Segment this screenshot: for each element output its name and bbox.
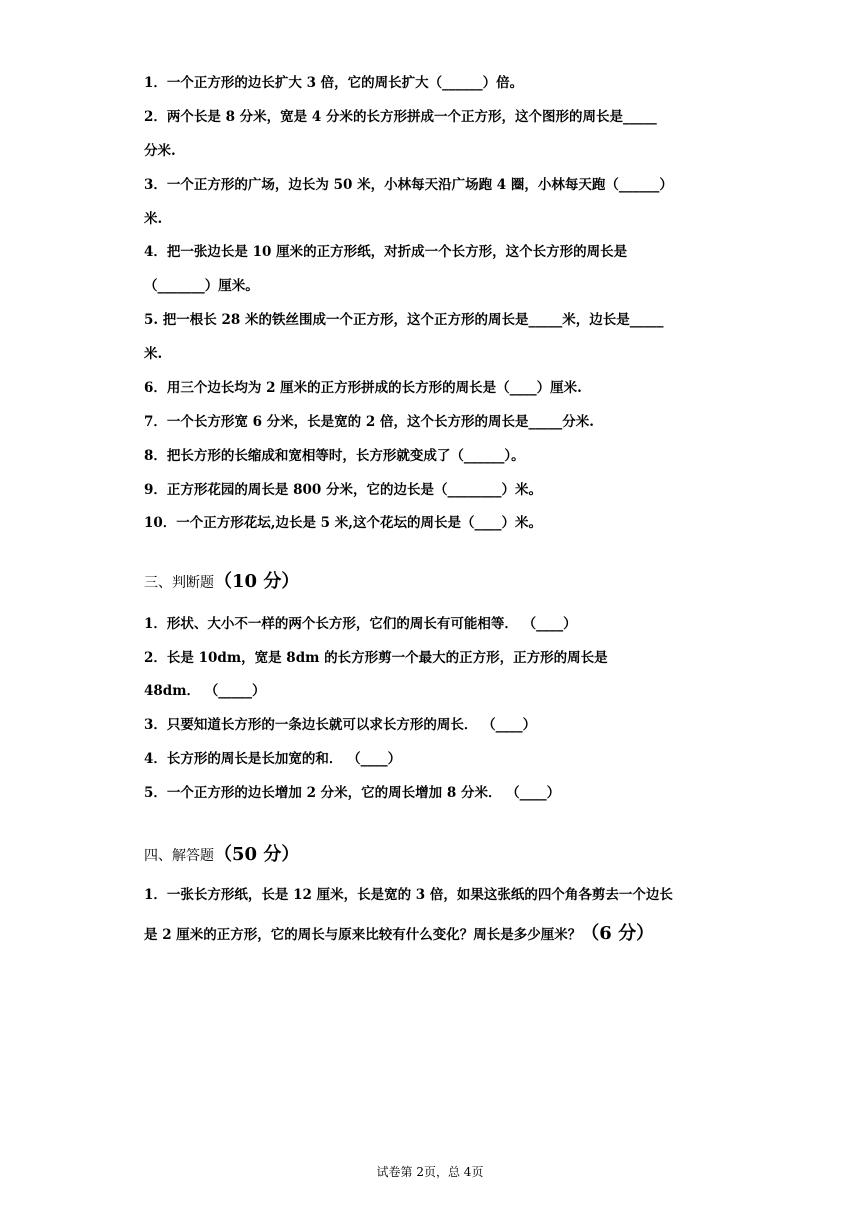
judgment-q3: 3．只要知道长方形的一条边长就可以求长方形的周长． （____） [144,717,537,733]
fill-in-q7: 7．一个长方形宽 6 分米，长是宽的 2 倍，这个长方形的周长是_____分米. [144,414,594,430]
fill-in-q6: 6．用三个边长均为 2 厘米的正方形拼成的长方形的周长是（____）厘米. [144,380,582,396]
judgment-q2: 2．长是 10dm，宽是 8dm 的长方形剪一个最大的正方形，正方形的周长是 [144,650,608,666]
fill-in-q5: 5. 把一根长 28 米的铁丝围成一个正方形，这个正方形的周长是_____米，边长是_____ [144,312,664,328]
answer-q1-text: 是 2 厘米的正方形，它的周长与原来比较有什么变化？周长是多少厘米？ [144,927,582,943]
fill-in-q8: 8．把长方形的长缩成和宽相等时，长方形就变成了（______）。 [144,448,525,464]
fill-in-q4-cont: （_______）厘米。 [144,278,259,294]
answer-heading [144,843,299,868]
fill-in-q10: 10．一个正方形花坛,边长是 5 米,这个花坛的周长是（____）米。 [144,515,542,531]
judgment-q2-cont: 48dm． （_____） [144,683,266,699]
fill-in-q2-cont: 分米. [144,143,176,159]
answer-heading-text: 四、解答题 [144,848,214,864]
fill-in-q3-cont: 米. [144,211,163,227]
answer-q1-score: （6 分） [581,923,655,944]
answer-heading-score: （50 分） [214,844,300,865]
judgment-heading [144,570,299,595]
fill-in-q9: 9．正方形花园的周长是 800 分米，它的边长是（________）米。 [144,482,542,498]
judgment-q1: 1．形状、大小不一样的两个长方形，它们的周长有可能相等． （____） [144,616,577,632]
page-footer: 试卷第 2页，总 4页 [376,1165,484,1179]
answer-q1-line2 [144,924,654,945]
judgment-heading-score: （10 分） [214,571,300,592]
answer-q1-line1: 1．一张长方形纸，长是 12 厘米，长是宽的 3 倍，如果这张纸的四个角各剪去一个边长 [144,887,673,903]
fill-in-q1: 1．一个正方形的边长扩大 3 倍，它的周长扩大（______）倍。 [144,75,524,91]
fill-in-q4: 4．把一张边长是 10 厘米的正方形纸，对折成一个长方形，这个长方形的周长是 [144,244,628,260]
judgment-q5: 5．一个正方形的边长增加 2 分米，它的周长增加 8 分米． （____） [144,785,561,801]
fill-in-q5-cont: 米. [144,346,163,362]
judgment-q4: 4．长方形的周长是长加宽的和． （____） [144,751,402,767]
fill-in-q3: 3．一个正方形的广场，边长为 50 米，小林每天沿广场跑 4 圈，小林每天跑（______） [144,177,673,193]
fill-in-q2: 2．两个长是 8 分米，宽是 4 分米的长方形拼成一个正方形，这个图形的周长是_____ [144,109,657,125]
judgment-heading-text: 三、判断题 [144,575,214,591]
